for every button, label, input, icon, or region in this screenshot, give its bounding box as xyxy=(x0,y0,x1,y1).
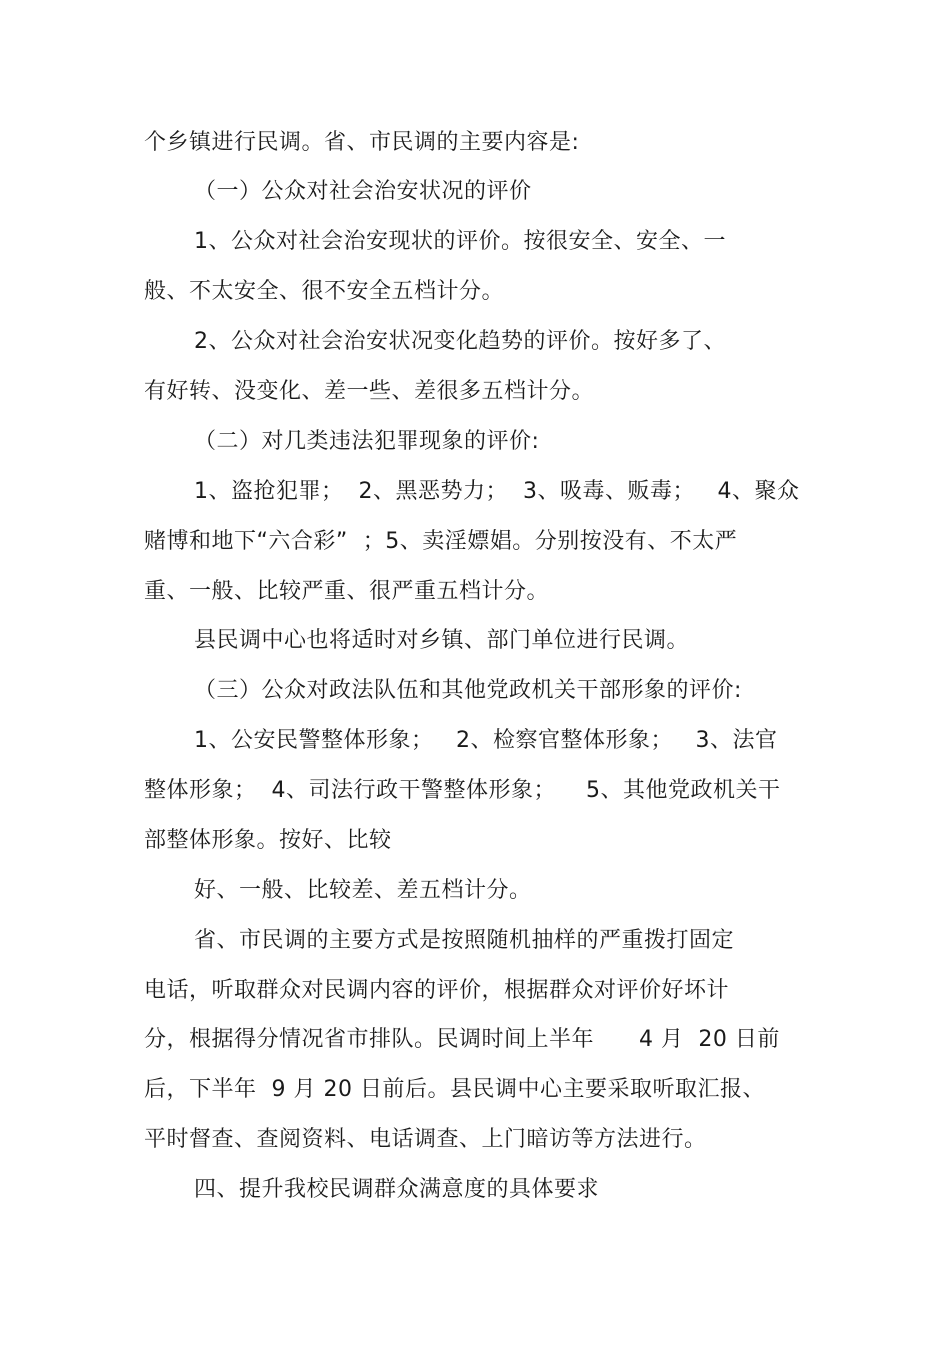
paragraph-line: 1、公安民警整体形象； 2、检察官整体形象； 3、法官 xyxy=(194,728,778,753)
paragraph-line: 有好转、没变化、差一些、差很多五档计分。 xyxy=(144,379,595,404)
paragraph-line: 县民调中心也将适时对乡镇、部门单位进行民调。 xyxy=(194,628,690,653)
section-heading: 四、提升我校民调群众满意度的具体要求 xyxy=(194,1177,600,1202)
paragraph-line: 般、不太安全、很不安全五档计分。 xyxy=(144,279,505,304)
paragraph-line: 1、盗抢犯罪； 2、黑恶势力； 3、吸毒、贩毒； 4、聚众 xyxy=(194,479,800,504)
paragraph-line: 好、一般、比较差、差五档计分。 xyxy=(194,878,532,903)
paragraph-line: 后，下半年 9 月 20 日前后。县民调中心主要采取听取汇报、 xyxy=(144,1077,765,1102)
paragraph-line: 部整体形象。按好、比较 xyxy=(144,828,392,853)
paragraph-line: 分，根据得分情况省市排队。民调时间上半年 4 月 20 日前 xyxy=(144,1027,780,1052)
paragraph-line: 2、公众对社会治安状况变化趋势的评价。按好多了、 xyxy=(194,329,726,354)
section-heading: （三）公众对政法队伍和其他党政机关干部形象的评价: xyxy=(194,678,742,703)
paragraph-line: 整体形象； 4、司法行政干警整体形象； 5、其他党政机关干 xyxy=(144,778,781,803)
paragraph-line: 平时督查、查阅资料、电话调查、上门暗访等方法进行。 xyxy=(144,1127,707,1152)
paragraph-line: 1、公众对社会治安现状的评价。按很安全、安全、一 xyxy=(194,229,726,254)
paragraph-line: 省、市民调的主要方式是按照随机抽样的严重拨打固定 xyxy=(194,928,735,953)
paragraph-line: 赌博和地下“六合彩” ；5、卖淫嫖娼。分别按没有、不太严 xyxy=(144,529,738,554)
paragraph-line: 重、一般、比较严重、很严重五档计分。 xyxy=(144,579,550,604)
section-heading: （二）对几类违法犯罪现象的评价: xyxy=(194,429,540,454)
paragraph-line: 个乡镇进行民调。省、市民调的主要内容是: xyxy=(144,130,580,155)
paragraph-line: 电话，听取群众对民调内容的评价，根据群众对评价好坏计 xyxy=(144,978,730,1003)
section-heading: （一）公众对社会治安状况的评价 xyxy=(194,179,532,204)
